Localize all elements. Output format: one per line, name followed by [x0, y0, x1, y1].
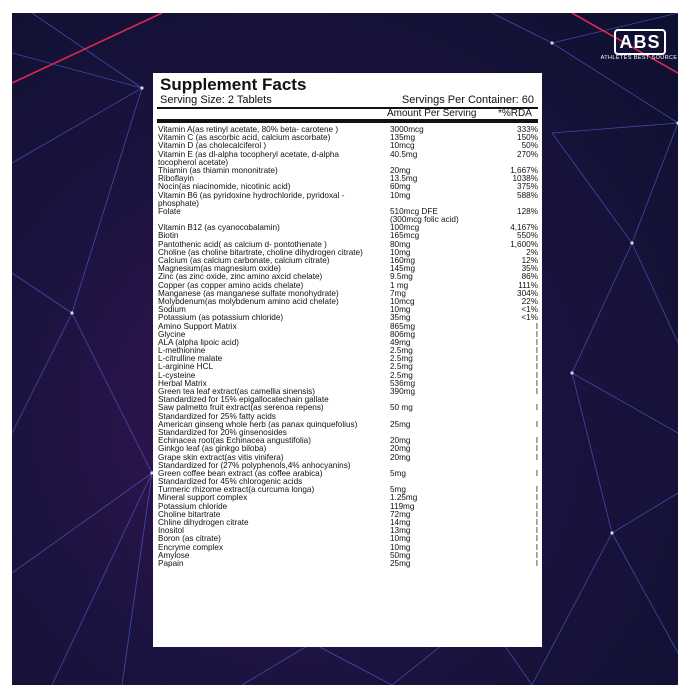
table-row [153, 552, 542, 560]
table-row [153, 544, 542, 552]
serving-size: Serving Size: 2 Tablets [160, 94, 272, 106]
table-row [153, 208, 542, 216]
column-header-rda: *%RDA [498, 108, 532, 119]
table-row [153, 192, 542, 200]
nutrient-name: Riboflayin [158, 175, 194, 184]
nutrient-name: ALA (alpha lipoic acid) [158, 338, 240, 347]
table-row [153, 355, 542, 363]
nutrient-name: Standardized for 20% ginsenosides [158, 428, 287, 437]
nutrient-amount: 5mg [390, 468, 406, 478]
nutrient-table [153, 126, 542, 568]
nutrient-name: Standardized for 15% epigallocatechain gallate [158, 396, 329, 405]
table-row [153, 380, 542, 388]
nutrient-rda: 86% [521, 272, 538, 282]
nutrient-rda: ǀ [535, 346, 538, 356]
nutrient-rda: ǀ [535, 329, 538, 339]
nutrient-amount: 20mg [390, 436, 411, 446]
product-image [12, 13, 678, 685]
nutrient-name: Vitamin A(as retinyl acetate, 80% beta- carotene ) [158, 126, 339, 134]
table-row [153, 503, 542, 511]
nutrient-name: Sodium [158, 306, 186, 315]
nutrient-rda: ǀ [535, 501, 538, 511]
nutrient-rda: ǀ [535, 436, 538, 446]
nutrient-amount: 865mg [390, 321, 416, 331]
nutrient-amount: 119mg [390, 501, 415, 511]
table-row [153, 216, 542, 224]
nutrient-amount: 10mcg [390, 141, 415, 151]
table-row [153, 282, 542, 290]
nutrient-rda: <1% [521, 305, 538, 315]
nutrient-rda: ǀ [535, 526, 538, 536]
table-row [153, 437, 542, 445]
table-row [153, 388, 542, 396]
nutrient-name: Folate [158, 207, 181, 216]
supplement-facts-panel [153, 73, 542, 647]
table-row [153, 265, 542, 273]
nutrient-amount: 10mg [390, 542, 411, 552]
table-row [153, 331, 542, 339]
nutrient-name: L-cysteine [158, 371, 196, 380]
nutrient-name: Mineral support complex [158, 494, 248, 503]
nutrient-amount: 13.5mg [390, 174, 418, 184]
nutrient-amount: 60mg [390, 182, 411, 192]
nutrient-amount: 1.25mg [390, 493, 418, 503]
nutrient-amount: 10mg [390, 305, 411, 315]
brand-logo [600, 27, 678, 73]
table-row [153, 372, 542, 380]
nutrient-name: Standardized for 45% chlorogenic acids [158, 478, 303, 487]
nutrient-rda: 550% [517, 231, 538, 241]
table-row [153, 159, 542, 167]
nutrient-rda: ǀ [535, 387, 538, 396]
nutrient-name: Choline (as choline bitartrate, choline dihydrogen citrate) [158, 248, 363, 257]
nutrient-amount: 25mg [390, 419, 411, 429]
nutrient-amount: 9.5mg [390, 272, 413, 282]
nutrient-amount: 2.5mg [390, 362, 413, 372]
table-row [153, 429, 542, 437]
nutrient-rda: ǀ [535, 337, 538, 347]
table-row [153, 421, 542, 429]
nutrient-rda: ǀ [535, 550, 538, 560]
table-row [153, 142, 542, 150]
nutrient-amount: 40.5mg [390, 149, 418, 159]
nutrient-amount: 49mg [390, 337, 411, 347]
nutrient-rda: 588% [517, 190, 538, 200]
nutrient-rda: ǀ [535, 444, 538, 454]
nutrient-name: Amylose [158, 551, 190, 560]
nutrient-amount: 135mg [390, 133, 416, 143]
nutrient-rda: ǀ [535, 558, 538, 568]
nutrient-name: Copper (as copper amino acids chelate) [158, 281, 304, 290]
table-row [153, 232, 542, 240]
nutrient-name: Nocin(as niacinomide, nicotinic acid) [158, 183, 291, 192]
nutrient-name: Magnesium(as magnesium oxide) [158, 265, 281, 274]
nutrient-amount: 10mg [390, 534, 411, 544]
nutrient-name: Green coffee bean extract (as coffee arabica) [158, 469, 323, 478]
nutrient-name: Turmeric rhizome extract(a curcuma longa) [158, 486, 315, 495]
nutrient-name: L-arginine HCL [158, 363, 214, 372]
nutrient-name: Grape skin extract(as vitis vinifera) [158, 453, 284, 462]
table-row [153, 396, 542, 404]
column-header-amount: Amount Per Serving [387, 108, 477, 119]
nutrient-name: Choline bitartrate [158, 510, 221, 519]
table-row [153, 290, 542, 298]
nutrient-rda: 12% [521, 256, 538, 265]
table-row [153, 151, 542, 159]
nutrient-name: Papain [158, 559, 184, 568]
table-row [153, 323, 542, 331]
nutrient-name: Vitamin D (as cholecalciferol ) [158, 142, 267, 151]
table-row [153, 535, 542, 543]
nutrient-amount: 1 mg [390, 280, 409, 290]
nutrient-rda: 270% [517, 149, 538, 159]
nutrient-rda: ǀ [535, 518, 538, 527]
table-row [153, 527, 542, 535]
brand-tagline: ATHLETES BEST SOURCE [600, 55, 678, 61]
table-row [153, 224, 542, 232]
nutrient-rda: ǀ [535, 419, 538, 429]
nutrient-amount: 80mg [390, 239, 411, 249]
nutrient-rda: 1,667% [510, 165, 538, 175]
nutrient-amount: 20mg [390, 444, 411, 454]
nutrient-rda: 150% [517, 133, 538, 143]
nutrient-name: Echinacea root(as Echinacea angustifolia) [158, 437, 311, 446]
table-row [153, 200, 542, 208]
nutrient-name: Thiamin (as thiamin mononitrate) [158, 166, 278, 175]
nutrient-name: L-methionine [158, 347, 206, 356]
nutrient-rda: 50% [521, 141, 538, 151]
nutrient-amount: 510mcg DFE [390, 206, 438, 216]
nutrient-rda: 128% [517, 206, 538, 216]
nutrient-name: Amino Support Matrix [158, 322, 237, 331]
table-row [153, 494, 542, 502]
nutrient-amount: 10mg [390, 247, 411, 257]
table-row [153, 511, 542, 519]
nutrient-name: Vitamin E (as dl-alpha tocopheryl acetate, d-alpha [158, 150, 339, 159]
nutrient-amount: 5mg [390, 485, 406, 495]
nutrient-name: Pantothenic acid( as calcium d- pontothenate ) [158, 240, 327, 249]
table-row [153, 470, 542, 478]
nutrient-name: Calcium (as calcium carbonate, calcium citrate) [158, 257, 330, 265]
nutrient-amount: 14mg [390, 518, 411, 527]
nutrient-amount: 25mg [390, 558, 411, 568]
footnote: ǀ daily value not established [157, 614, 262, 624]
nutrient-amount: 2.5mg [390, 370, 413, 380]
table-row [153, 363, 542, 371]
table-row [153, 347, 542, 355]
nutrient-name: American ginseng whole herb (as panax quinquefolius) [158, 420, 358, 429]
nutrient-name: Green tea leaf extract(as camellia sinensis) [158, 388, 315, 396]
nutrient-rda: ǀ [535, 509, 538, 519]
nutrient-name: Inositol [158, 527, 184, 536]
nutrient-name: Chline dihydrogen citrate [158, 519, 249, 527]
table-row [153, 404, 542, 412]
nutrient-rda: ǀ [535, 485, 538, 495]
table-row [153, 249, 542, 257]
nutrient-rda: 304% [517, 288, 538, 298]
nutrient-rda: ǀ [535, 378, 538, 388]
nutrient-amount: 10mg [390, 190, 411, 200]
nutrient-amount: 165mcg [390, 231, 420, 241]
table-row [153, 413, 542, 421]
nutrient-amount: 2.5mg [390, 354, 413, 364]
nutrient-amount: 3000mcg [390, 125, 424, 134]
nutrient-name: Standardized for 25% fatty acids [158, 412, 276, 421]
table-row [153, 175, 542, 183]
nutrient-name: Vitamin B12 (as cyanocobalamin) [158, 224, 280, 233]
table-row [153, 183, 542, 191]
nutrient-name: Boron (as citrate) [158, 535, 221, 544]
nutrient-name: Herbal Matrix [158, 379, 207, 388]
nutrient-amount: 20mg [390, 165, 411, 175]
nutrient-amount: 50 mg [390, 403, 413, 413]
nutrient-amount: 10mcg [390, 296, 415, 306]
table-row [153, 134, 542, 142]
panel-title: Supplement Facts [160, 75, 307, 94]
table-row [153, 519, 542, 527]
nutrient-rda: ǀ [535, 542, 538, 552]
nutrient-name: L-citrulline malate [158, 355, 223, 364]
nutrient-name: Vitamin C (as ascorbic acid, calcium ascorbate) [158, 134, 331, 143]
column-header [153, 108, 542, 119]
table-row [153, 560, 542, 568]
nutrient-amount: 35mg [390, 313, 411, 323]
nutrient-rda: ǀ [535, 468, 538, 478]
nutrient-amount: 390mg [390, 387, 416, 396]
nutrient-rda: ǀ [535, 321, 538, 331]
table-row [153, 126, 542, 134]
nutrient-rda: 1038% [512, 174, 538, 184]
nutrient-amount: 160mg [390, 256, 416, 265]
nutrient-rda: 2% [526, 247, 538, 257]
nutrient-rda: <1% [521, 313, 538, 323]
brand-logo-mark: ABS [614, 29, 666, 55]
nutrient-name: Standardized for (27% polyphenols,4% anhocyanins) [158, 461, 351, 470]
nutrient-name: Encryme complex [158, 543, 224, 552]
servings-per-container: Servings Per Container: 60 [401, 94, 534, 106]
table-row [153, 445, 542, 453]
nutrient-rda: ǀ [535, 354, 538, 364]
nutrient-amount: 72mg [390, 509, 411, 519]
nutrient-name: phosphate) [158, 199, 199, 208]
nutrient-rda: ǀ [535, 493, 538, 503]
table-row [153, 339, 542, 347]
nutrient-rda: 35% [521, 264, 538, 274]
table-row [153, 273, 542, 281]
nutrient-name: Potassium (as potassium chloride) [158, 314, 284, 323]
nutrient-amount: 50mg [390, 550, 411, 560]
nutrient-amount: 806mg [390, 329, 416, 339]
nutrient-name: Molybdenum(as molybdenum amino acid chelate) [158, 297, 339, 306]
nutrient-rda: 333% [517, 125, 538, 134]
nutrient-rda: 1,600% [510, 239, 538, 249]
nutrient-name: Glycine [158, 330, 186, 339]
nutrient-rda: ǀ [535, 452, 538, 462]
nutrient-amount: (300mcg folic acid) [390, 215, 459, 225]
nutrient-name: Biotin [158, 232, 179, 241]
nutrient-amount: 7mg [390, 288, 406, 298]
table-row [153, 241, 542, 249]
nutrient-name: Vitamin B6 (as pyridoxine hydrochloride, pyridoxal - [158, 191, 345, 200]
table-row [153, 486, 542, 494]
nutrient-rda: 111% [518, 280, 538, 290]
nutrient-rda: ǀ [535, 403, 538, 413]
nutrient-name: Manganese (as manganese sulfate monohydrate) [158, 289, 339, 298]
nutrient-rda: ǀ [535, 534, 538, 544]
table-row [153, 314, 542, 322]
nutrient-rda: 375% [517, 182, 538, 192]
table-row [153, 167, 542, 175]
table-row [153, 306, 542, 314]
table-row [153, 462, 542, 470]
nutrient-amount: 13mg [390, 526, 411, 536]
nutrient-amount: 20mg [390, 452, 411, 462]
nutrient-amount: 145mg [390, 264, 416, 274]
nutrient-name: Saw palmetto fruit extract(as serenoa repens) [158, 404, 324, 413]
table-row [153, 298, 542, 306]
nutrient-name: tocopherol acetate) [158, 158, 229, 167]
nutrient-amount: 536mg [390, 378, 416, 388]
table-row [153, 454, 542, 462]
nutrient-amount: 100mcg [390, 223, 420, 233]
nutrient-rda: 22% [521, 296, 538, 306]
nutrient-name: Ginkgo leaf (as ginkgo biloba) [158, 445, 267, 454]
nutrient-rda: ǀ [535, 370, 538, 380]
nutrient-rda: ǀ [535, 362, 538, 372]
table-row [153, 478, 542, 486]
nutrient-rda: 4,167% [510, 223, 538, 233]
nutrient-amount: 2.5mg [390, 346, 413, 356]
nutrient-name: Potassium chloride [158, 502, 228, 511]
nutrient-name: Zinc (as zinc oxide, zinc amino axcid chelate) [158, 273, 323, 282]
table-row [153, 257, 542, 265]
divider-rule-thick [157, 119, 538, 123]
